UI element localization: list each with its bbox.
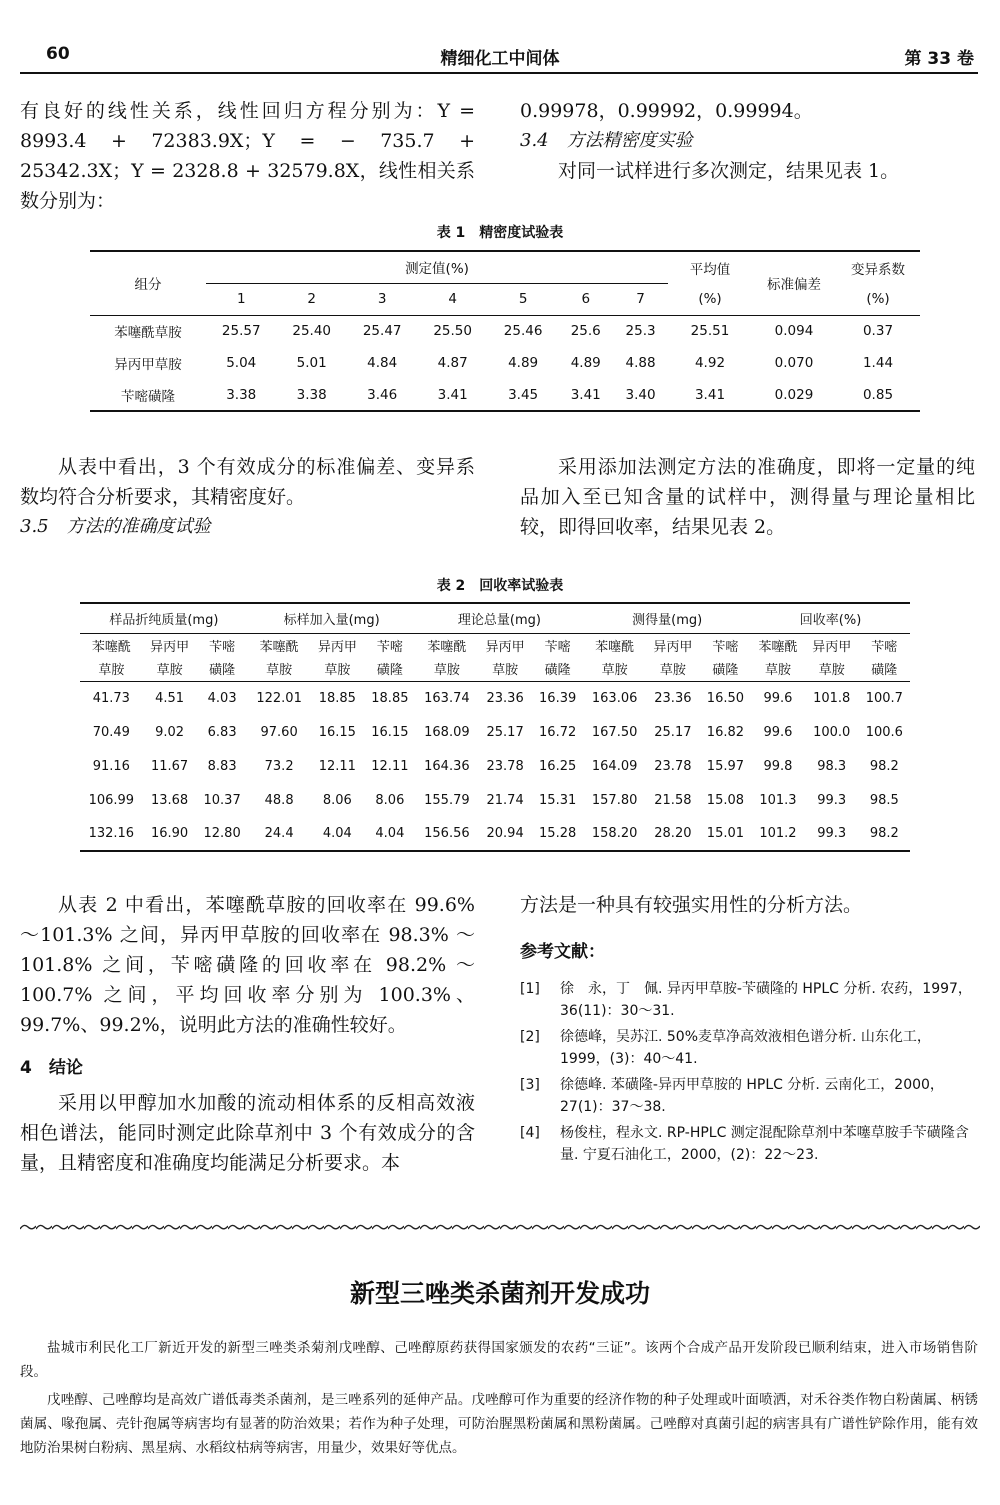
- cell: 98.5: [869, 792, 899, 808]
- cell: 99.6: [763, 724, 793, 740]
- sub-head: 苯噻酰: [91, 639, 131, 655]
- cell: 12.11: [318, 758, 356, 774]
- cell: 21.58: [654, 792, 692, 808]
- sub-head: 苯噻酰: [259, 639, 299, 655]
- cell: 157.80: [591, 792, 638, 808]
- reference-item: [520, 1026, 975, 1070]
- group-sample-mass: 样品折纯质量(mg): [80, 603, 248, 633]
- cell: 41.73: [80, 681, 143, 715]
- group-theory: 理论总量(mg): [416, 603, 584, 633]
- table-row: [80, 783, 910, 817]
- col-7: 7: [636, 291, 645, 307]
- row-name: 异丙甲草胺: [114, 357, 182, 373]
- cell: 4.04: [310, 817, 364, 851]
- cell: 99.3: [817, 792, 847, 808]
- table-row: [80, 749, 910, 783]
- table-row: [80, 715, 910, 749]
- cell: 3.38: [206, 379, 276, 411]
- cell: 70.49: [92, 724, 130, 740]
- cell: 12.80: [196, 817, 247, 851]
- sub-head: 异丙甲: [653, 639, 693, 655]
- header-mean-unit: (%): [698, 290, 722, 307]
- group-added: 标样加入量(mg): [248, 603, 416, 633]
- sub-head: 磺隆: [871, 663, 898, 679]
- group-recovery: 回收率(%): [751, 603, 910, 633]
- right-column-top: [520, 96, 975, 186]
- cell: 101.2: [751, 817, 805, 851]
- reference-number: [1]: [520, 981, 540, 997]
- cell: 158.20: [583, 817, 646, 851]
- table1-caption: 表 1 精密度试验表: [436, 225, 564, 241]
- sub-head: 草胺: [818, 663, 845, 679]
- cell: 15.28: [532, 817, 583, 851]
- cell: 12.11: [371, 758, 409, 774]
- reference-number: [4]: [520, 1125, 540, 1141]
- header-cv-unit: (%): [866, 290, 890, 307]
- col-4: 4: [448, 291, 457, 307]
- journal-title: 精细化工中间体: [440, 49, 560, 69]
- sub-head: 草胺: [433, 663, 460, 679]
- section-4-heading: 4 结论: [20, 1058, 83, 1078]
- paragraph-recovery-result: 从表 2 中看出，苯噻酰草胺的回收率在 99.6% ～101.3% 之间，异丙甲草胺的回收率在 98.3% ～101.8% 之间，苄嘧磺隆的回收率在 98.2% ～100.7% 之间，平均回收率分别为 100.3%、99.7%、99.2%，说明此方法的准确性较好。: [20, 894, 475, 1036]
- cell: 4.87: [437, 355, 468, 371]
- sub-head: 磺隆: [376, 663, 403, 679]
- paragraph-regression: 有良好的线性关系，线性回归方程分别为：Y = 8993.4 + 72383.9X；Y = − 735.7 + 25342.3X；Y = 2328.8 + 32579.8X，线性相关系数分别为：: [20, 100, 475, 212]
- sub-head: 草胺: [266, 663, 293, 679]
- sub-head: 草胺: [156, 663, 183, 679]
- cell: 167.50: [591, 724, 638, 740]
- paragraph-accuracy-method: 采用添加法测定方法的准确度，即将一定量的纯品加入至已知含量的试样中，测得量与理论量相比较，即得回收率，结果见表 2。: [520, 456, 975, 538]
- cell: 100.7: [859, 681, 910, 715]
- cell: 25.47: [347, 315, 417, 347]
- sub-head: 苄嘧: [712, 639, 739, 655]
- cell: 16.90: [143, 817, 197, 851]
- precision-table: [90, 250, 920, 412]
- cell: 8.06: [375, 792, 405, 808]
- header-mean: 平均值: [668, 251, 752, 283]
- cell: 3.40: [613, 379, 668, 411]
- header-std: 标准偏差: [752, 251, 836, 315]
- cell: 100.6: [865, 724, 903, 740]
- cell: 8.06: [322, 792, 352, 808]
- header-rule: [20, 72, 978, 74]
- cell: 10.37: [203, 792, 241, 808]
- paragraph-precision-result: 从表中看出，3 个有效成分的标准偏差、变异系数均符合分析要求，其精密度好。: [20, 456, 475, 508]
- sub-head: 草胺: [492, 663, 519, 679]
- sub-head: 异丙甲: [317, 639, 357, 655]
- cell: 21.74: [486, 792, 524, 808]
- cell: 16.82: [706, 724, 745, 740]
- cell: 16.15: [371, 724, 409, 740]
- table-row: [80, 817, 910, 851]
- table-row: [90, 379, 920, 411]
- cell: 4.51: [143, 681, 197, 715]
- row-name: 苯噻酰草胺: [90, 315, 206, 347]
- sub-head: 苄嘧: [544, 639, 571, 655]
- sub-head: 苯噻酰: [758, 639, 798, 655]
- cell-mean: 3.41: [668, 379, 752, 411]
- cell: 11.67: [150, 758, 189, 774]
- cell: 100.0: [813, 724, 851, 740]
- cell: 28.20: [646, 817, 700, 851]
- cell: 163.06: [583, 681, 646, 715]
- left-column-bottom: [20, 890, 475, 1178]
- cell: 4.04: [364, 817, 415, 851]
- cell: 164.09: [591, 758, 638, 774]
- cell: 4.89: [508, 355, 539, 371]
- col-1: 1: [236, 291, 246, 307]
- section-3-4-heading: 3.4 方法精密度实验: [520, 130, 693, 151]
- cell: 23.36: [646, 681, 700, 715]
- cell: 6.83: [207, 724, 237, 740]
- cell: 48.8: [264, 792, 294, 808]
- cell: 9.02: [155, 724, 185, 740]
- sub-head: 草胺: [98, 663, 125, 679]
- sub-head: 磺隆: [544, 663, 571, 679]
- cell: 23.78: [654, 758, 692, 774]
- cell: 25.17: [486, 724, 524, 740]
- recovery-table: [80, 602, 910, 852]
- news-title: 新型三唑类杀菌剂开发成功: [349, 1279, 650, 1308]
- sub-head: 苄嘧: [871, 639, 898, 655]
- cell-std: 0.070: [774, 355, 814, 371]
- cell: 3.41: [558, 379, 613, 411]
- sub-head: 苯噻酰: [427, 639, 467, 655]
- cell: 20.94: [478, 817, 532, 851]
- reference-text: 杨俊柱，程永文. RP-HPLC 测定混配除草剂中苯噻草胺手苄磺隆含量. 宁夏石油化工，2000，(2)：22～23.: [560, 1125, 969, 1163]
- cell: 101.3: [759, 792, 797, 808]
- decorative-divider: [20, 1222, 980, 1232]
- cell-mean: 25.51: [668, 315, 752, 347]
- cell: 3.41: [417, 379, 487, 411]
- news-paragraph: 戊唑醇、己唑醇均是高效广谱低毒类杀菌剂，是三唑系列的延伸产品。戊唑醇可作为重要的经济作物的种子处理或叶面喷洒，对禾谷类作物白粉菌属、柄锈菌属、喙孢属、壳针孢属等病害均有显著的防治效果；若作为种子处理，可防治腥黑粉菌属和黑粉菌属。己唑醇对真菌引起的病害具有广谱性铲除作用，能有效地防治果树白粉病、黑星病、水稻纹枯病等病害，用量少，效果好等优点。: [20, 1392, 978, 1456]
- sub-head: 异丙甲: [812, 639, 852, 655]
- sub-head: 磺隆: [712, 663, 739, 679]
- reference-item: [520, 978, 975, 1022]
- cell: 4.84: [367, 355, 398, 371]
- cell: 15.97: [706, 758, 745, 774]
- reference-text: 徐德峰，吴苏江. 50%麦草净高效液相色谱分析. 山东化工，1999，(3)：40～41.: [560, 1029, 931, 1067]
- cell: 132.16: [80, 817, 143, 851]
- cell: 25.46: [488, 315, 558, 347]
- cell: 156.56: [416, 817, 479, 851]
- cell: 98.2: [859, 817, 910, 851]
- cell: 5.01: [296, 355, 327, 371]
- sub-head: 草胺: [659, 663, 686, 679]
- cell: 16.50: [700, 681, 751, 715]
- cell: 25.50: [417, 315, 487, 347]
- cell: 73.2: [264, 758, 294, 774]
- header-group: 组分: [90, 251, 206, 315]
- col-6: 6: [581, 291, 591, 307]
- sub-head: 苯噻酰: [595, 639, 635, 655]
- right-column-bottom: [520, 890, 975, 1170]
- cell: 4.88: [625, 355, 656, 371]
- paragraph-correlation: 0.99978，0.99992，0.99994。: [520, 100, 813, 122]
- sub-head: 异丙甲: [485, 639, 525, 655]
- paragraph-conclusion: 采用以甲醇加水加酸的流动相体系的反相高效液相色谱法，能同时测定此除草剂中 3 个有效成分的含量，且精密度和准确度均能满足分析要求。本: [20, 1092, 475, 1174]
- reference-number: [2]: [520, 1029, 540, 1045]
- cell: 4.89: [570, 355, 601, 371]
- paragraph-conclusion-end: 方法是一种具有较强实用性的分析方法。: [520, 894, 863, 916]
- references-heading: 参考文献：: [520, 942, 605, 962]
- cell-std: 0.029: [752, 379, 836, 411]
- cell: 101.8: [805, 681, 859, 715]
- cell: 97.60: [260, 724, 298, 740]
- cell: 164.36: [424, 758, 470, 774]
- header-measured: 测定值(%): [206, 251, 668, 283]
- sub-head: 苄嘧: [376, 639, 403, 655]
- cell: 15.01: [700, 817, 751, 851]
- cell: 15.31: [539, 792, 577, 808]
- section-3-5-heading: 3.5 方法的准确度试验: [20, 516, 211, 537]
- cell: 168.09: [424, 724, 470, 740]
- reference-item: [520, 1122, 975, 1166]
- cell: 3.45: [488, 379, 558, 411]
- sub-head: 苄嘧: [209, 639, 236, 655]
- cell: 25.57: [206, 315, 276, 347]
- cell-cv: 0.37: [836, 315, 920, 347]
- sub-head: 草胺: [324, 663, 351, 679]
- sub-head: 磺隆: [209, 663, 236, 679]
- volume-label: 第 33 卷: [904, 49, 974, 69]
- cell: 99.3: [805, 817, 859, 851]
- sub-head: 草胺: [764, 663, 791, 679]
- reference-item: [520, 1074, 975, 1118]
- cell: 5.04: [226, 355, 257, 371]
- cell: 16.39: [532, 681, 583, 715]
- cell: 25.3: [613, 315, 668, 347]
- reference-number: [3]: [520, 1077, 540, 1093]
- cell: 24.4: [248, 817, 311, 851]
- row-name: 苄嘧磺隆: [90, 379, 206, 411]
- table-row: [90, 315, 920, 347]
- reference-text: 徐 永，丁 佩. 异丙甲草胺-苄磺隆的 HPLC 分析. 农药，1997，36(11)：30～31.: [560, 981, 972, 1019]
- cell: 13.68: [150, 792, 189, 808]
- cell: 15.08: [706, 792, 745, 808]
- page-number: 60: [46, 44, 70, 64]
- cell: 98.3: [817, 758, 847, 774]
- header-cv: 变异系数: [836, 251, 920, 283]
- cell-mean: 4.92: [694, 355, 726, 371]
- cell-cv: 0.85: [836, 379, 920, 411]
- sub-head: 草胺: [601, 663, 628, 679]
- cell: 18.85: [310, 681, 364, 715]
- cell: 99.8: [763, 758, 793, 774]
- cell: 99.6: [751, 681, 805, 715]
- cell: 16.15: [318, 724, 356, 740]
- cell: 23.36: [478, 681, 532, 715]
- cell-std: 0.094: [752, 315, 836, 347]
- cell: 25.17: [654, 724, 692, 740]
- table-row: [90, 347, 920, 379]
- left-column-middle: [20, 452, 475, 542]
- cell-cv: 1.44: [862, 355, 894, 371]
- news-body: [20, 1336, 978, 1460]
- sub-head: 异丙甲: [150, 639, 190, 655]
- cell: 3.38: [276, 379, 346, 411]
- cell: 98.2: [869, 758, 899, 774]
- col-5: 5: [518, 291, 528, 307]
- group-measured: 测得量(mg): [583, 603, 751, 633]
- news-paragraph: 盐城市利民化工厂新近开发的新型三唑类杀菊剂戊唑醇、己唑醇原药获得国家颁发的农药“三证”。该两个合成产品开发阶段已顺利结束，进入市场销售阶段。: [20, 1340, 978, 1380]
- cell: 4.03: [196, 681, 247, 715]
- cell: 163.74: [416, 681, 479, 715]
- reference-list: [520, 978, 975, 1166]
- cell: 25.40: [276, 315, 346, 347]
- reference-text: 徐德峰. 苯磺隆-异丙甲草胺的 HPLC 分析. 云南化工，2000，27(1)：37～38.: [560, 1077, 944, 1115]
- cell: 18.85: [364, 681, 415, 715]
- col-2: 2: [307, 291, 316, 307]
- table2-caption: 表 2 回收率试验表: [436, 578, 564, 594]
- cell: 8.83: [207, 758, 237, 774]
- cell: 3.46: [347, 379, 417, 411]
- table-row: [80, 681, 910, 715]
- paragraph-precision: 对同一试样进行多次测定，结果见表 1。: [558, 160, 900, 182]
- cell: 106.99: [88, 792, 135, 808]
- cell: 91.16: [92, 758, 130, 774]
- cell: 16.72: [539, 724, 577, 740]
- col-3: 3: [377, 291, 387, 307]
- cell: 122.01: [248, 681, 311, 715]
- cell: 155.79: [424, 792, 470, 808]
- cell: 25.6: [558, 315, 613, 347]
- cell: 23.78: [486, 758, 524, 774]
- cell: 16.25: [539, 758, 577, 774]
